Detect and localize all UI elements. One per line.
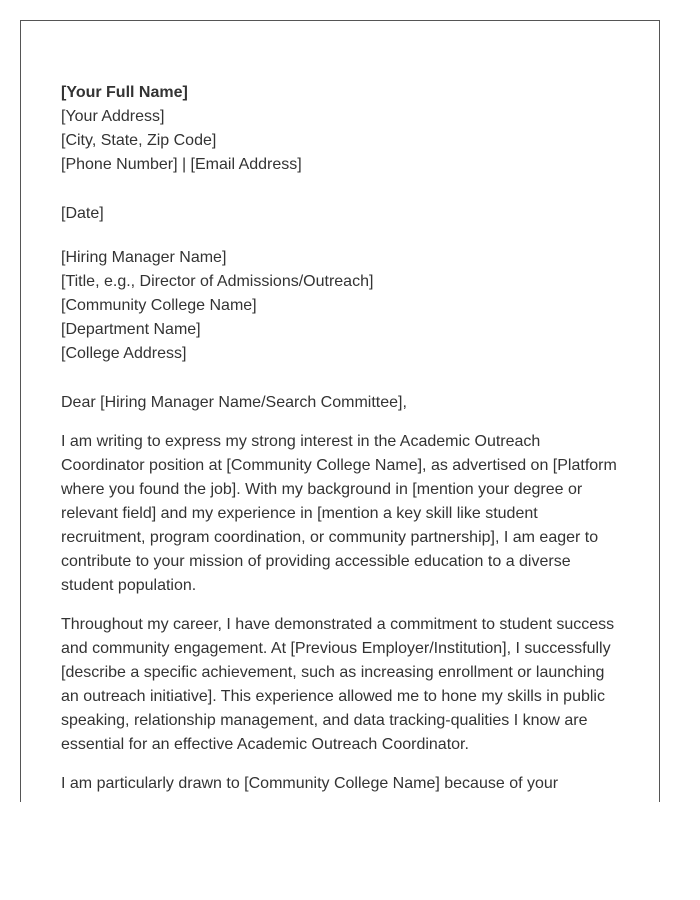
recipient-block: [61, 246, 621, 366]
recipient-title: [Title, e.g., Director of Admissions/Outreach]: [61, 273, 374, 290]
recipient-college: [Community College Name]: [61, 297, 257, 314]
recipient-name: [Hiring Manager Name]: [61, 249, 227, 266]
salutation-text: Dear [Hiring Manager Name/Search Committee],: [61, 394, 407, 411]
salutation: [61, 391, 621, 415]
date-block: [61, 202, 621, 226]
sender-city-state-zip: [City, State, Zip Code]: [61, 132, 217, 149]
letter-content: [61, 81, 621, 796]
recipient-department: [Department Name]: [61, 321, 201, 338]
letter-date: [Date]: [61, 205, 104, 222]
body-paragraph-2: Throughout my career, I have demonstrated a commitment to student success and community engagement. At [Previous Employer/Institution], I successfully [describe a specific achievement, such as increasing enrollment or launching an outreach initiative]. This experience allowed me to hone my skills in public speaking, relationship management, and data tracking-qualities I know are essential for an effective Academic Outreach Coordinator.: [61, 616, 615, 753]
sender-address: [Your Address]: [61, 108, 165, 125]
sender-name: [Your Full Name]: [61, 84, 188, 101]
sender-block: [61, 81, 621, 177]
body-paragraph-1: I am writing to express my strong interest in the Academic Outreach Coordinator position at [Community College Name], as advertised on [Platform where you found the job]. With my background in [mention your degree or relevant field] and my experience in [mention a key skill like student recruitment, program coordination, or community partnership], I am eager to contribute to your mission of providing accessible education to a diverse student population.: [61, 433, 617, 594]
letter-page: [20, 20, 660, 802]
body-paragraph-3: I am particularly drawn to [Community College Name] because of your: [61, 775, 559, 792]
sender-contact: [Phone Number] | [Email Address]: [61, 156, 302, 173]
recipient-address: [College Address]: [61, 345, 187, 362]
